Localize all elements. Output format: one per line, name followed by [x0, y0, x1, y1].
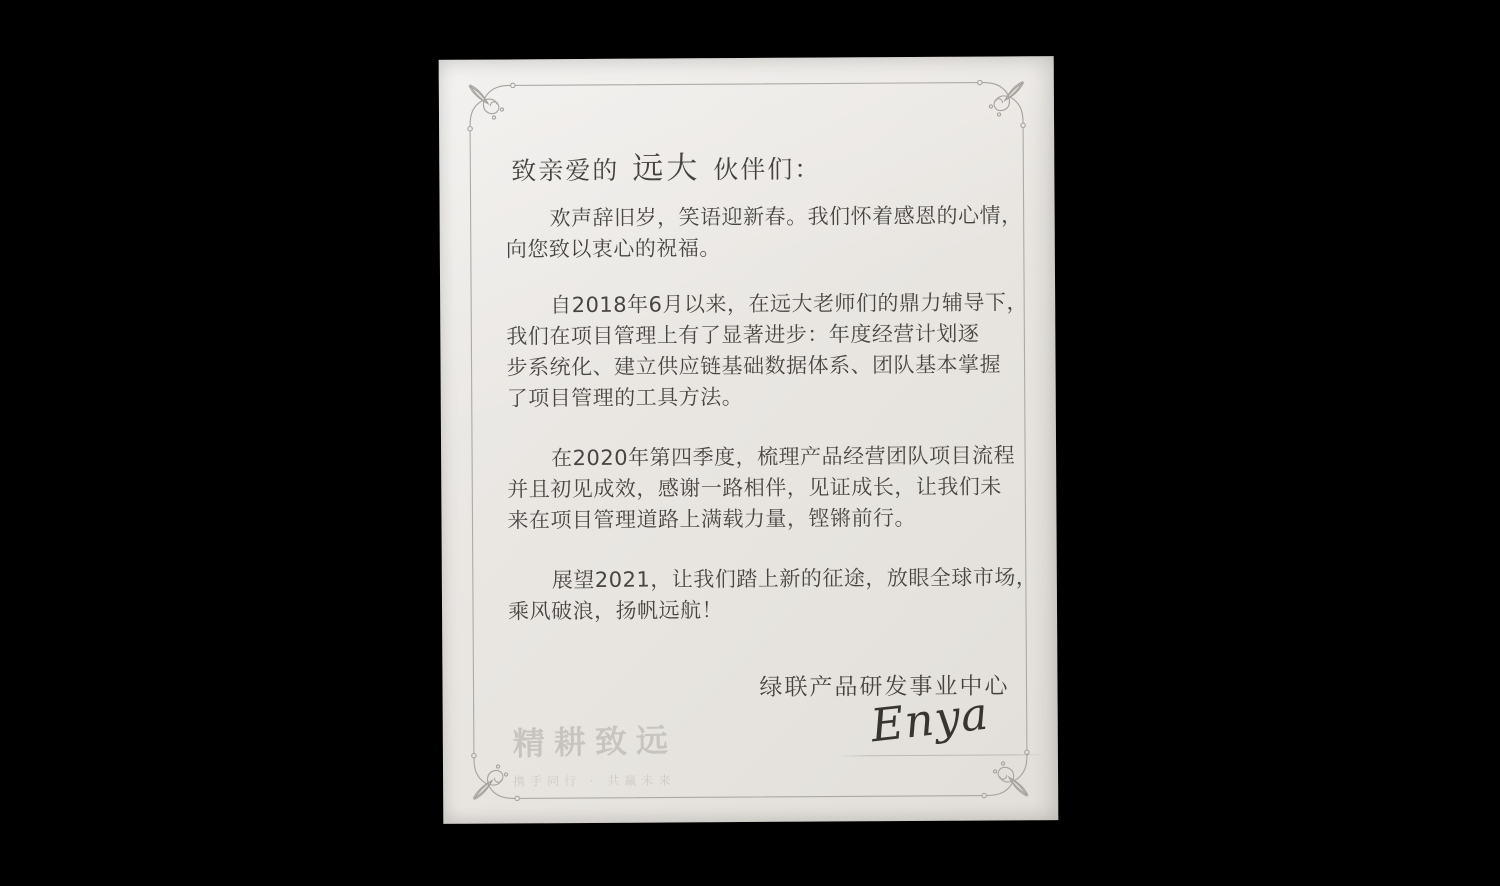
- paragraph-q4-2020: [507, 440, 1016, 536]
- corner-flourish-top-left: [468, 83, 516, 131]
- letter-paper: [439, 56, 1059, 824]
- recipient-name: 远大: [632, 150, 701, 187]
- paragraph-new-year-wishes: [506, 200, 1023, 265]
- text-line: 在2020年第四季度，梳理产品经营团队项目流程: [551, 443, 1016, 471]
- text-line: 来在项目管理道路上满载力量，铿锵前行。: [507, 505, 917, 533]
- watermark-subtitle: 携手同行 · 共赢未来: [513, 773, 676, 789]
- corner-flourish-top-right: [978, 80, 1026, 128]
- handwritten-signature: Enya: [868, 686, 992, 753]
- text-line: 自2018年6月以来，在远大老师们的鼎力辅导下，: [550, 290, 1029, 318]
- text-line: 乘风破浪，扬帆远航！: [507, 598, 724, 624]
- paragraph-outlook-2021: [508, 562, 1038, 627]
- watermark-title: 精耕致远: [512, 721, 678, 763]
- text-line: 欢声辞旧岁，笑语迎新春。我们怀着感恩的心情，: [549, 203, 1023, 231]
- greeting-line: [511, 142, 821, 189]
- text-line: 并且初见成效，感谢一路相伴，见证成长，让我们未: [507, 474, 1002, 502]
- corner-flourish-bottom-right: [982, 750, 1030, 798]
- greeting-suffix: 伙伴们：: [713, 154, 822, 185]
- paragraph-progress-since-2018: [506, 287, 1029, 414]
- greeting-prefix: 致亲爱的: [511, 155, 620, 186]
- text-line: 步系统化、建立供应链基础数据体系、团队基本掌握: [506, 352, 1002, 380]
- text-line: 向您致以衷心的祝福。: [505, 236, 721, 262]
- text-line: 我们在项目管理上有了显著进步：年度经营计划逐: [506, 321, 980, 349]
- text-line: 了项目管理的工具方法。: [506, 385, 744, 411]
- watermark: [513, 716, 677, 789]
- text-line: 展望2021，让我们踏上新的征途，放眼全球市场，: [551, 565, 1038, 593]
- signoff-department: 绿联产品研发事业中心: [759, 673, 1010, 701]
